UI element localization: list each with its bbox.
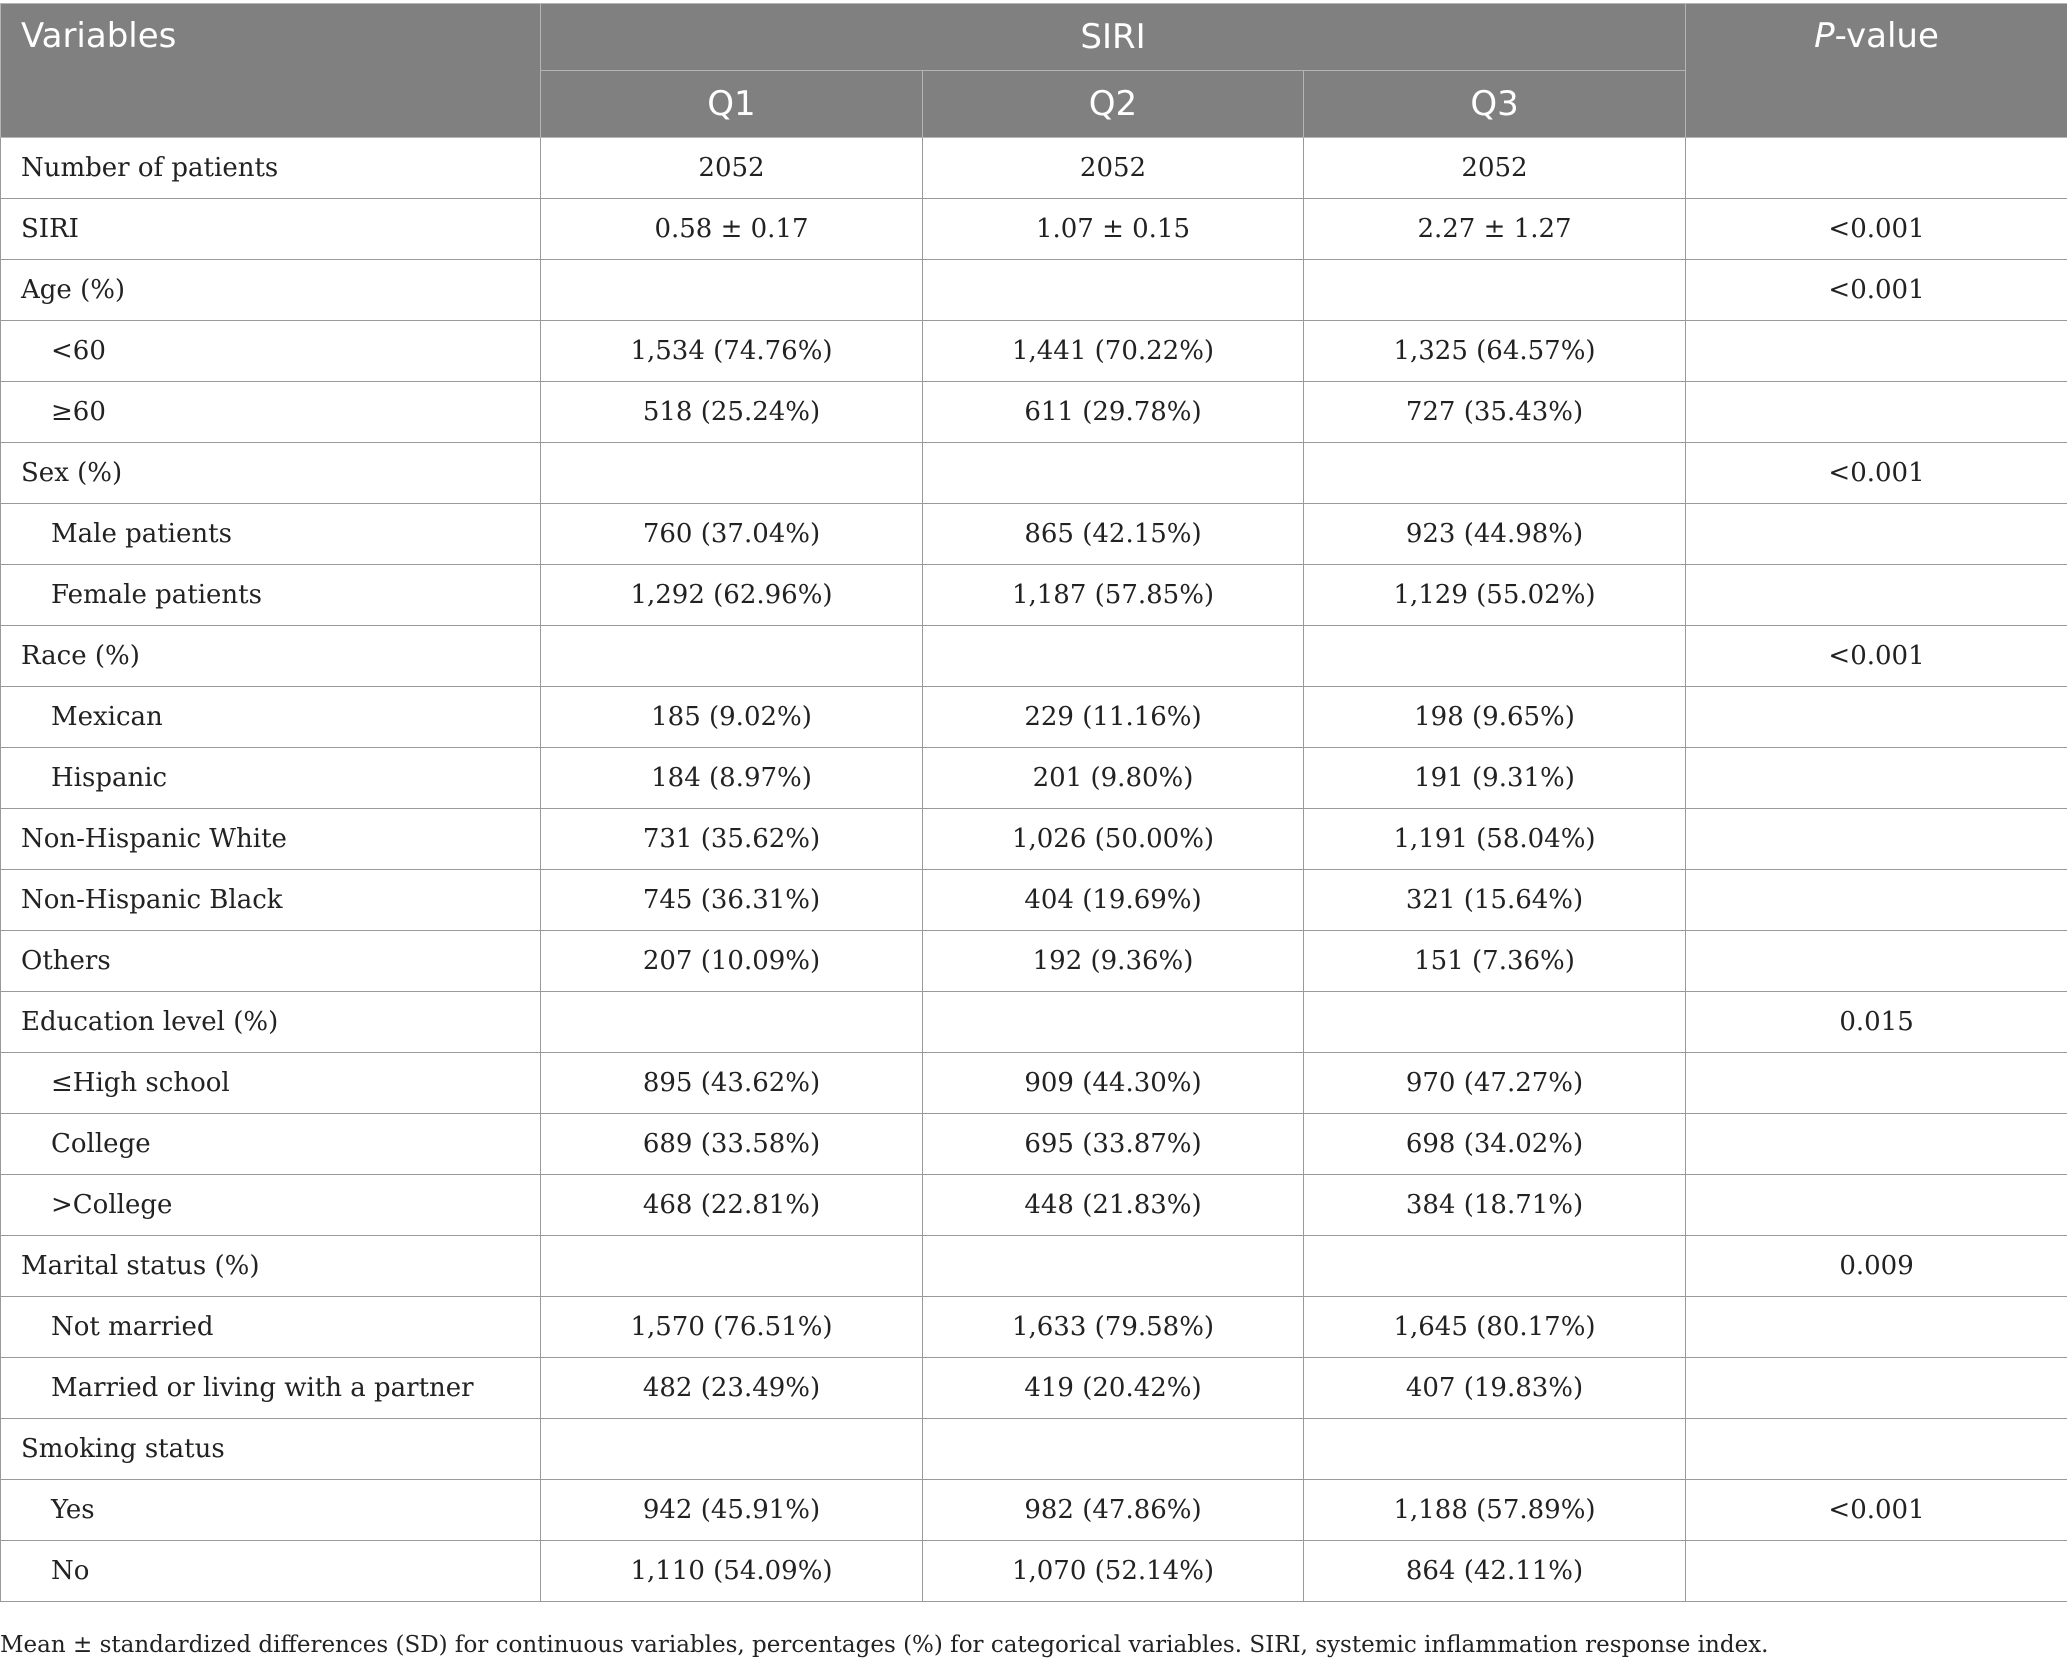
cell-q1: 482 (23.49%) — [541, 1358, 923, 1419]
cell-q3: 198 (9.65%) — [1304, 687, 1686, 748]
cell-pvalue — [1686, 1541, 2067, 1602]
cell-q3 — [1304, 992, 1686, 1053]
cell-q1: 760 (37.04%) — [541, 504, 923, 565]
table-row — [1, 687, 2067, 748]
cell-q3: 864 (42.11%) — [1304, 1541, 1686, 1602]
row-label: Race (%) — [1, 626, 541, 687]
cell-q3: 970 (47.27%) — [1304, 1053, 1686, 1114]
cell-q1: 0.58 ± 0.17 — [541, 199, 923, 260]
cell-q1: 745 (36.31%) — [541, 870, 923, 931]
cell-q1: 942 (45.91%) — [541, 1480, 923, 1541]
table-row — [1, 1297, 2067, 1358]
row-label: College — [1, 1114, 541, 1175]
cell-q1: 1,110 (54.09%) — [541, 1541, 923, 1602]
cell-q3: 2052 — [1304, 138, 1686, 199]
cell-q1: 2052 — [541, 138, 923, 199]
cell-q2: 419 (20.42%) — [923, 1358, 1304, 1419]
cell-q2: 448 (21.83%) — [923, 1175, 1304, 1236]
cell-q2: 1,187 (57.85%) — [923, 565, 1304, 626]
cell-q3: 1,645 (80.17%) — [1304, 1297, 1686, 1358]
cell-q2: 865 (42.15%) — [923, 504, 1304, 565]
cell-q1: 184 (8.97%) — [541, 748, 923, 809]
cell-q3: 1,325 (64.57%) — [1304, 321, 1686, 382]
table-row — [1, 748, 2067, 809]
cell-q3 — [1304, 1236, 1686, 1297]
cell-q1 — [541, 992, 923, 1053]
cell-q1: 1,292 (62.96%) — [541, 565, 923, 626]
cell-q2: 2052 — [923, 138, 1304, 199]
cell-q1: 731 (35.62%) — [541, 809, 923, 870]
cell-q3: 407 (19.83%) — [1304, 1358, 1686, 1419]
cell-pvalue — [1686, 1358, 2067, 1419]
table-row — [1, 1358, 2067, 1419]
table-row — [1, 931, 2067, 992]
cell-pvalue — [1686, 931, 2067, 992]
cell-q2: 695 (33.87%) — [923, 1114, 1304, 1175]
cell-q3 — [1304, 626, 1686, 687]
cell-q1 — [541, 1236, 923, 1297]
cell-pvalue — [1686, 1175, 2067, 1236]
cell-q2 — [923, 260, 1304, 321]
row-label: Non-Hispanic White — [1, 809, 541, 870]
cell-q3: 923 (44.98%) — [1304, 504, 1686, 565]
cell-pvalue: <0.001 — [1686, 443, 2067, 504]
cell-q3 — [1304, 443, 1686, 504]
row-label: Age (%) — [1, 260, 541, 321]
table-row — [1, 260, 2067, 321]
cell-pvalue — [1686, 748, 2067, 809]
cell-q1: 689 (33.58%) — [541, 1114, 923, 1175]
cell-pvalue: <0.001 — [1686, 626, 2067, 687]
cell-q3: 384 (18.71%) — [1304, 1175, 1686, 1236]
cell-q2: 611 (29.78%) — [923, 382, 1304, 443]
cell-q3: 191 (9.31%) — [1304, 748, 1686, 809]
row-label: Others — [1, 931, 541, 992]
cell-q1: 518 (25.24%) — [541, 382, 923, 443]
row-label: Non-Hispanic Black — [1, 870, 541, 931]
cell-pvalue — [1686, 1297, 2067, 1358]
row-label: Number of patients — [1, 138, 541, 199]
cell-pvalue — [1686, 138, 2067, 199]
cell-pvalue — [1686, 809, 2067, 870]
cell-q1: 207 (10.09%) — [541, 931, 923, 992]
table-row — [1, 565, 2067, 626]
cell-pvalue — [1686, 687, 2067, 748]
cell-q3: 1,129 (55.02%) — [1304, 565, 1686, 626]
row-label: Smoking status — [1, 1419, 541, 1480]
header-pvalue-italic: P — [1814, 16, 1835, 56]
header-q1: Q1 — [541, 71, 923, 138]
cell-pvalue — [1686, 870, 2067, 931]
table-body — [1, 138, 2067, 1602]
cell-q3: 727 (35.43%) — [1304, 382, 1686, 443]
cell-q2 — [923, 443, 1304, 504]
table-row — [1, 1480, 2067, 1541]
header-q2: Q2 — [923, 71, 1304, 138]
cell-pvalue: 0.015 — [1686, 992, 2067, 1053]
cell-q2: 1,070 (52.14%) — [923, 1541, 1304, 1602]
cell-q2: 1,026 (50.00%) — [923, 809, 1304, 870]
table-row — [1, 382, 2067, 443]
cell-pvalue — [1686, 1053, 2067, 1114]
row-label: <60 — [1, 321, 541, 382]
row-label: SIRI — [1, 199, 541, 260]
cell-pvalue: <0.001 — [1686, 1480, 2067, 1541]
header-q3: Q3 — [1304, 71, 1686, 138]
cell-q3: 151 (7.36%) — [1304, 931, 1686, 992]
cell-q3 — [1304, 260, 1686, 321]
cell-pvalue — [1686, 321, 2067, 382]
cell-q3: 698 (34.02%) — [1304, 1114, 1686, 1175]
table-header — [1, 4, 2067, 138]
table-row — [1, 809, 2067, 870]
cell-q3: 2.27 ± 1.27 — [1304, 199, 1686, 260]
header-variables: Variables — [1, 4, 541, 138]
header-siri: SIRI — [541, 4, 1686, 71]
cell-q2 — [923, 1236, 1304, 1297]
cell-q1: 1,570 (76.51%) — [541, 1297, 923, 1358]
cell-q1: 185 (9.02%) — [541, 687, 923, 748]
cell-q2 — [923, 626, 1304, 687]
cell-pvalue — [1686, 565, 2067, 626]
row-label: Mexican — [1, 687, 541, 748]
table-row — [1, 138, 2067, 199]
row-label: Hispanic — [1, 748, 541, 809]
cell-q3 — [1304, 1419, 1686, 1480]
cell-q1 — [541, 260, 923, 321]
cell-q2: 201 (9.80%) — [923, 748, 1304, 809]
cell-pvalue — [1686, 1114, 2067, 1175]
cell-q3: 1,191 (58.04%) — [1304, 809, 1686, 870]
row-label: ≥60 — [1, 382, 541, 443]
cell-pvalue: 0.009 — [1686, 1236, 2067, 1297]
cell-q2: 1.07 ± 0.15 — [923, 199, 1304, 260]
cell-q2 — [923, 1419, 1304, 1480]
row-label: Not married — [1, 1297, 541, 1358]
cell-pvalue: <0.001 — [1686, 260, 2067, 321]
table-row — [1, 1053, 2067, 1114]
cell-q1 — [541, 626, 923, 687]
cell-pvalue — [1686, 504, 2067, 565]
table-row — [1, 321, 2067, 382]
table-row — [1, 626, 2067, 687]
row-label: >College — [1, 1175, 541, 1236]
table-row — [1, 504, 2067, 565]
table-row — [1, 443, 2067, 504]
row-label: Marital status (%) — [1, 1236, 541, 1297]
cell-q2: 1,633 (79.58%) — [923, 1297, 1304, 1358]
table-row — [1, 1541, 2067, 1602]
cell-q2: 404 (19.69%) — [923, 870, 1304, 931]
baseline-characteristics-table — [0, 3, 2067, 1602]
row-label: Education level (%) — [1, 992, 541, 1053]
cell-q2: 1,441 (70.22%) — [923, 321, 1304, 382]
cell-q1 — [541, 443, 923, 504]
cell-q1: 468 (22.81%) — [541, 1175, 923, 1236]
row-label: ≤High school — [1, 1053, 541, 1114]
cell-q3: 321 (15.64%) — [1304, 870, 1686, 931]
row-label: Sex (%) — [1, 443, 541, 504]
table-row — [1, 1236, 2067, 1297]
cell-q1: 1,534 (74.76%) — [541, 321, 923, 382]
table-row — [1, 1114, 2067, 1175]
table-footnote: Mean ± standardized differences (SD) for continuous variables, percentages (%) for categorical variables. SIRI, systemic inflammation response index. — [0, 1632, 1769, 1658]
table-row — [1, 1175, 2067, 1236]
header-pvalue — [1686, 4, 2067, 138]
row-label: Yes — [1, 1480, 541, 1541]
cell-q1: 895 (43.62%) — [541, 1053, 923, 1114]
table-row — [1, 199, 2067, 260]
table-row — [1, 1419, 2067, 1480]
cell-pvalue — [1686, 1419, 2067, 1480]
table-row — [1, 992, 2067, 1053]
cell-q3: 1,188 (57.89%) — [1304, 1480, 1686, 1541]
row-label: No — [1, 1541, 541, 1602]
table-row — [1, 870, 2067, 931]
row-label: Married or living with a partner — [1, 1358, 541, 1419]
cell-pvalue — [1686, 382, 2067, 443]
cell-q2: 909 (44.30%) — [923, 1053, 1304, 1114]
cell-q2: 982 (47.86%) — [923, 1480, 1304, 1541]
row-label: Female patients — [1, 565, 541, 626]
row-label: Male patients — [1, 504, 541, 565]
cell-pvalue: <0.001 — [1686, 199, 2067, 260]
cell-q2 — [923, 992, 1304, 1053]
table-container — [0, 3, 2067, 1602]
cell-q2: 192 (9.36%) — [923, 931, 1304, 992]
cell-q1 — [541, 1419, 923, 1480]
header-pvalue-rest: -value — [1834, 16, 1939, 56]
cell-q2: 229 (11.16%) — [923, 687, 1304, 748]
